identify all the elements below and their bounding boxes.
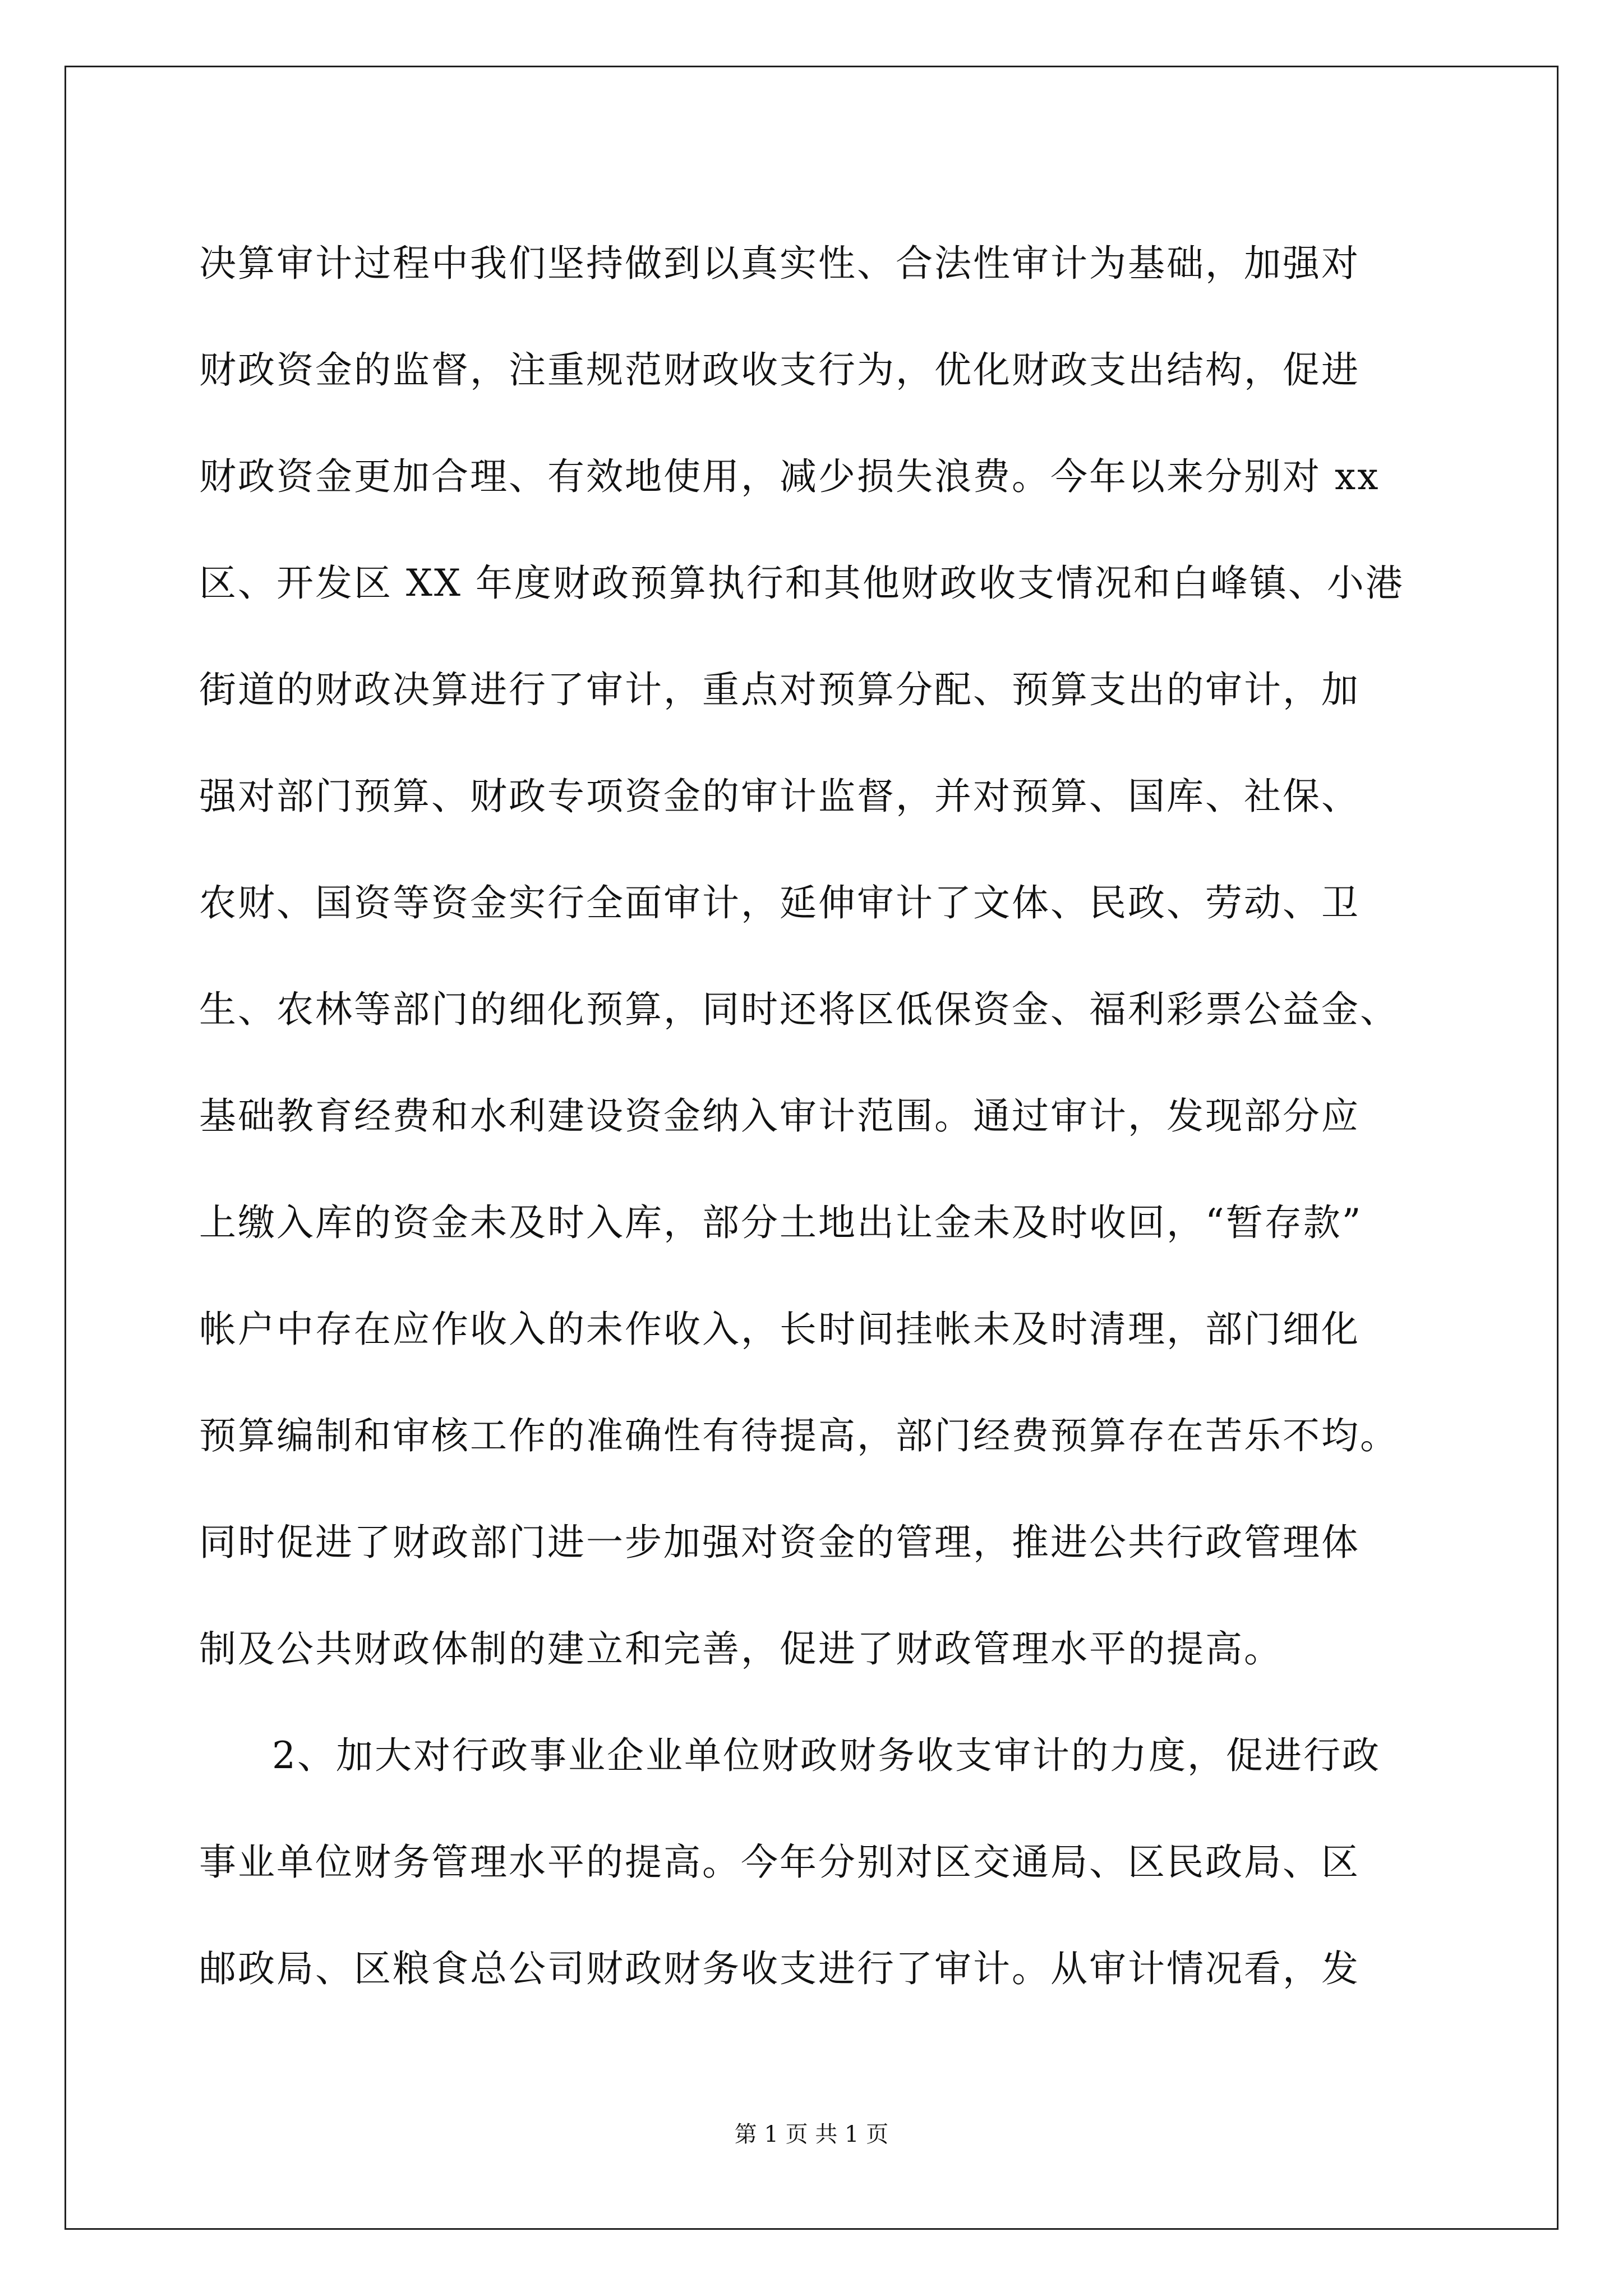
text-line: 区、开发区 XX 年度财政预算执行和其他财政收支情况和白峰镇、小港 [199, 562, 1404, 605]
text-line: 强对部门预算、财政专项资金的审计监督，并对预算、国库、社保、 [199, 775, 1360, 818]
page-number-footer: 第 1 页 共 1 页 [734, 2122, 889, 2147]
text-line: 生、农林等部门的细化预算，同时还将区低保资金、福利彩票公益金、 [199, 988, 1399, 1031]
text-line: 上缴入库的资金未及时入库，部分土地出让金未及时收回，“暂存款” [199, 1201, 1363, 1244]
text-line: 同时促进了财政部门进一步加强对资金的管理，推进公共行政管理体 [199, 1521, 1360, 1564]
paragraph-start-line: 2、加大对行政事业企业单位财政财务收支审计的力度，促进行政 [272, 1734, 1381, 1777]
text-line: 基础教育经费和水利建设资金纳入审计范围。通过审计，发现部分应 [199, 1094, 1360, 1138]
text-line: 事业单位财务管理水平的提高。今年分别对区交通局、区民政局、区 [199, 1841, 1360, 1884]
text-line: 预算编制和审核工作的准确性有待提高，部门经费预算存在苦乐不均。 [199, 1414, 1399, 1457]
text-line: 决算审计过程中我们坚持做到以真实性、合法性审计为基础，加强对 [199, 242, 1360, 285]
text-line: 制及公共财政体制的建立和完善，促进了财政管理水平的提高。 [199, 1627, 1283, 1671]
text-line: 街道的财政决算进行了审计，重点对预算分配、预算支出的审计，加 [199, 668, 1360, 711]
text-line: 财政资金的监督，注重规范财政收支行为，优化财政支出结构，促进 [199, 348, 1360, 392]
text-line: 帐户中存在应作收入的未作收入，长时间挂帐未及时清理，部门细化 [199, 1308, 1360, 1351]
text-line: 邮政局、区粮食总公司财政财务收支进行了审计。从审计情况看，发 [199, 1947, 1360, 1990]
document-body [199, 210, 1444, 2022]
text-line: 财政资金更加合理、有效地使用，减少损失浪费。今年以来分别对 xx [199, 455, 1380, 498]
text-line: 农财、国资等资金实行全面审计，延伸审计了文体、民政、劳动、卫 [199, 881, 1360, 924]
